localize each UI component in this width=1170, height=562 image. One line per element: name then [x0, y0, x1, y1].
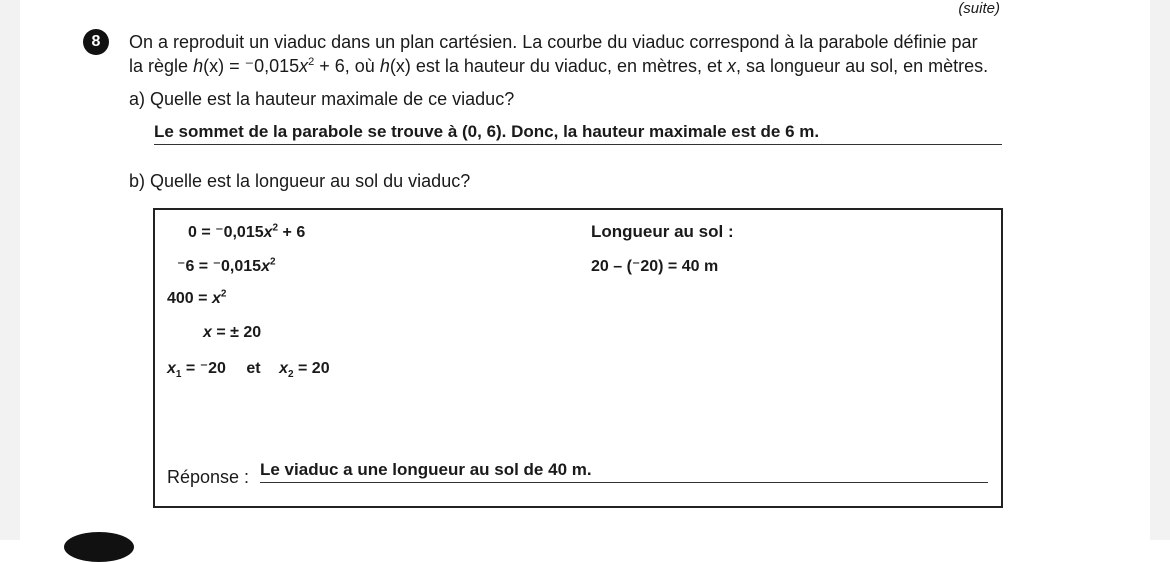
question-number-badge: 8 [83, 29, 109, 55]
work-line-1: $0 = ^-0,015x^2 + 6$ [188, 222, 306, 241]
answer-text: Le viaduc a une longueur au sol de 40 m. [260, 460, 988, 483]
work-line-2: $^-6 = ^-0,015x^2$ [177, 256, 276, 275]
work-line-5: $x_1 = ^-20$ et $x_2 = 20$ [167, 360, 330, 381]
answer-label: Réponse : [167, 467, 250, 487]
statement-line-2: la règle $h(x) = ^-0,015x^2 + 6$, où h(x) est la hauteur du viaduc, en mètres, et x, sa longueur au sol, en mètres. [129, 56, 989, 76]
question-statement [129, 30, 1009, 78]
continued-label: (suite) [958, 0, 1000, 17]
part-a-answer: Le sommet de la parabole se trouve à (0, 6). Donc, la hauteur maximale est de 6 m. [154, 122, 1002, 145]
page-edge-right [1150, 0, 1170, 540]
page-edge-left [0, 0, 20, 540]
work-line-4: x = ± 20 [203, 324, 262, 341]
part-a-question: a) Quelle est la hauteur maximale de ce viaduc? [129, 89, 515, 109]
length-calculation: 20 – (⁻20) = 40 m [591, 258, 719, 275]
statement-line-1: On a reproduit un viaduc dans un plan cartésien. La courbe du viaduc correspond à la parabole définie par [129, 32, 978, 52]
work-box [153, 208, 1003, 508]
work-line-3: $400 = x^2$ [167, 288, 227, 307]
next-question-badge [64, 532, 134, 562]
length-label: Longueur au sol : [591, 222, 734, 241]
part-b-question: b) Quelle est la longueur au sol du viaduc? [129, 171, 471, 191]
